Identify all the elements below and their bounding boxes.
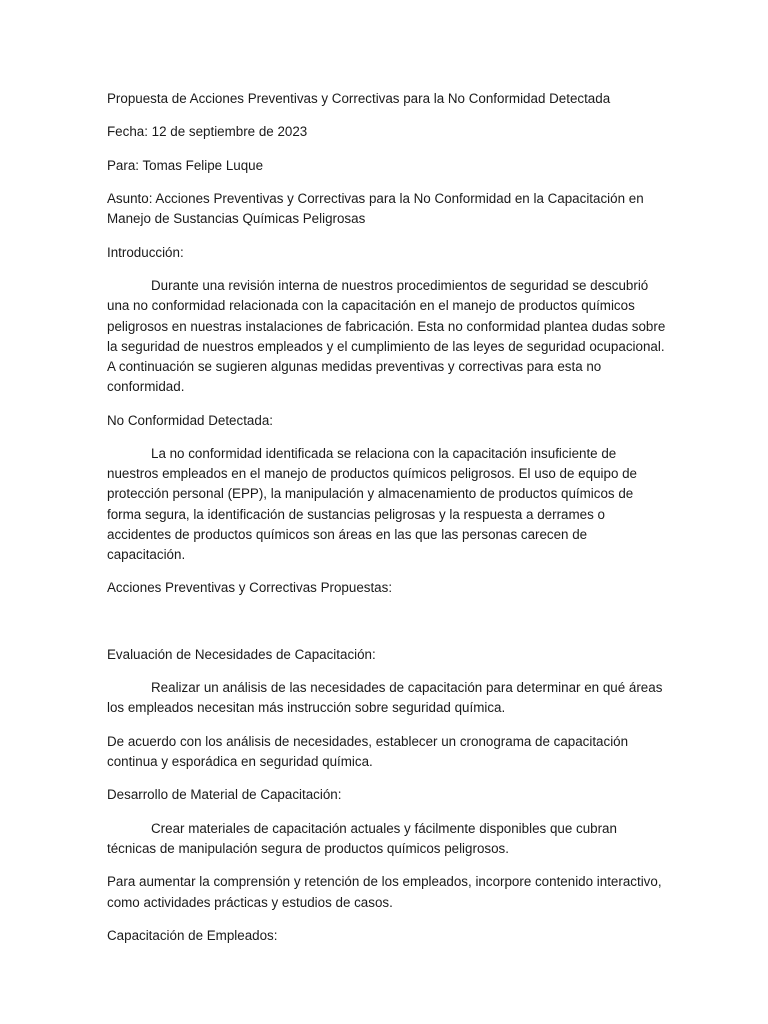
recipient-line: Para: Tomas Felipe Luque [107, 157, 264, 173]
document-page [107, 89, 667, 959]
training-heading: Capacitación de Empleados: [107, 927, 278, 943]
actions-heading: Acciones Preventivas y Correctivas Propuestas: [107, 580, 393, 596]
document-title: Propuesta de Acciones Preventivas y Correctivas para la No Conformidad Detectada [107, 91, 611, 106]
subject-line: Asunto: Acciones Preventivas y Correctivas para la No Conformidad en la Capacitación en Manejo de Sustancias Químicas Peligrosas [107, 191, 644, 227]
material-paragraph-1: Crear materiales de capacitación actuales y fácilmente disponibles que cubran técnicas de manipulación segura de productos químicos peligrosos. [107, 820, 617, 856]
nonconformity-paragraph: La no conformidad identificada se relaciona con la capacitación insuficiente de nuestros empleados en el manejo de productos químicos peligrosos. El uso de equipo de protección personal (EPP), la manipulación y almacenamiento de productos químicos de forma segura, la identificación de sustancias peligrosas y la respuesta a derrames o accidentes de productos químicos son áreas en las que las personas carecen de capacitación. [107, 445, 638, 562]
material-paragraph-2: Para aumentar la comprensión y retención de los empleados, incorpore contenido interactivo, como actividades prácticas y estudios de casos. [107, 874, 662, 910]
intro-paragraph: Durante una revisión interna de nuestros procedimientos de seguridad se descubrió una no conformidad relacionada con la capacitación en el manejo de productos químicos peligrosos en nuestras instalaciones de fabricación. Esta no conformidad plantea dudas sobre la seguridad de nuestros empleados y el cumplimiento de las leyes de seguridad ocupacional. A continuación se sugieren algunas medidas preventivas y correctivas para esta no conformidad. [107, 278, 666, 395]
blank-line [107, 612, 667, 645]
evaluation-paragraph-1: Realizar un análisis de las necesidades de capacitación para determinar en qué áreas los empleados necesitan más instrucción sobre seguridad química. [107, 680, 663, 716]
evaluation-heading: Evaluación de Necesidades de Capacitación: [107, 646, 376, 662]
material-heading: Desarrollo de Material de Capacitación: [107, 787, 342, 803]
nonconformity-heading: No Conformidad Detectada: [107, 412, 273, 428]
evaluation-paragraph-2: De acuerdo con los análisis de necesidades, establecer un cronograma de capacitación continua y esporádica en seguridad química. [107, 733, 629, 769]
intro-heading: Introducción: [107, 244, 184, 260]
date-line: Fecha: 12 de septiembre de 2023 [107, 124, 308, 140]
